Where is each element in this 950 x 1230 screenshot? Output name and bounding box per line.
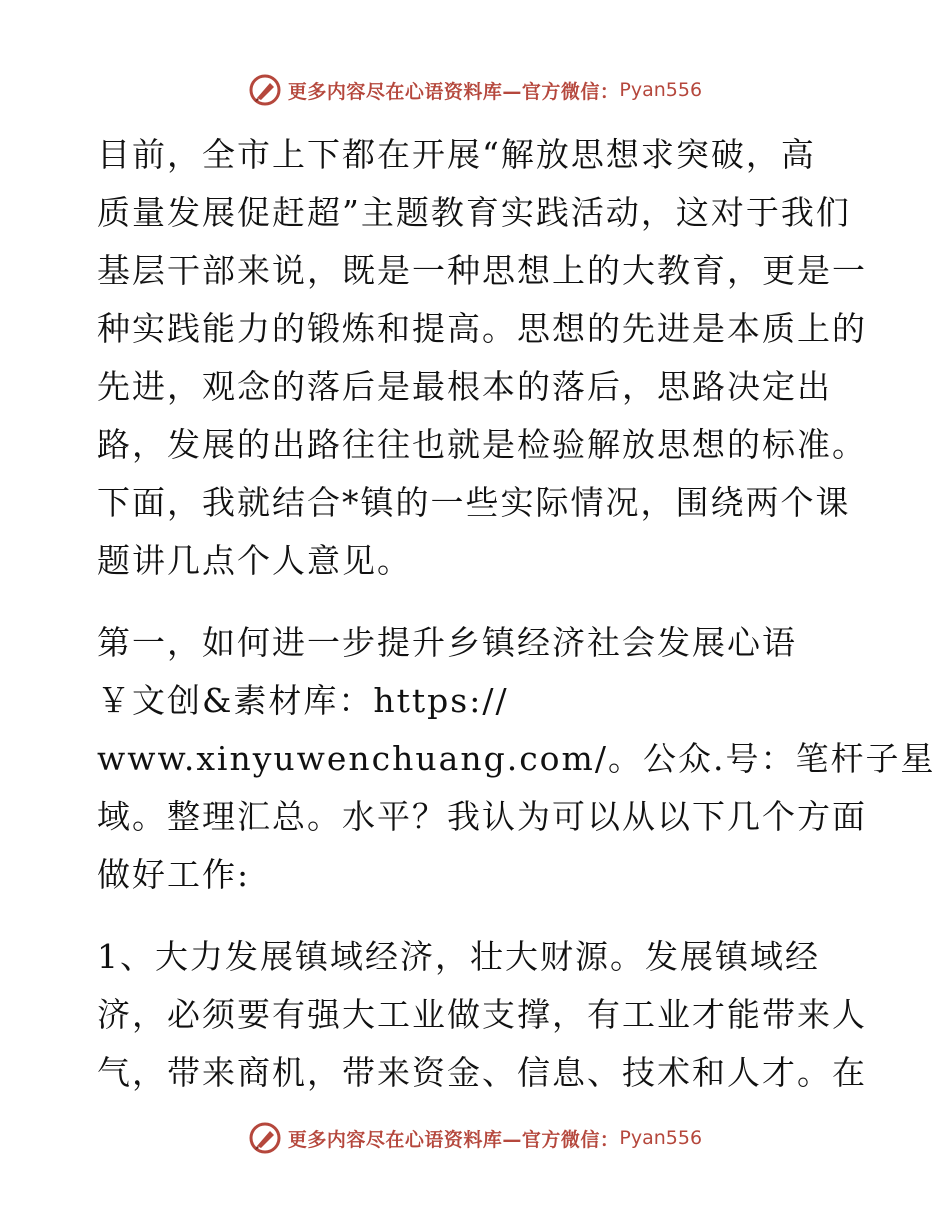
paragraph-2 [97,614,936,904]
footer-watermark-banner [0,1118,950,1158]
header-banner-text: 更多内容尽在心语资料库—官方微信： [287,80,620,103]
footer-banner-text: 更多内容尽在心语资料库—官方微信： [287,1128,620,1151]
text-line: 题讲几点个人意见。 [97,541,412,580]
paragraph-1 [97,126,867,590]
text-line: 气，带来商机，带来资金、信息、技术和人才。在 [97,1053,867,1092]
text-line: ￥文创&素材库：https:// [97,681,509,720]
text-line: 先进，观念的落后是最根本的落后，思路决定出 [97,367,832,406]
paragraph-3 [97,928,867,1102]
text-line: 基层干部来说，既是一种思想上的大教育，更是一 [97,251,867,290]
text-line: 域。整理汇总。水平？我认为可以从以下几个方面 [97,797,867,836]
paragraph-spacer [97,590,857,614]
text-line: 下面，我就结合*镇的一些实际情况，围绕两个课 [97,483,851,522]
pen-logo-icon [248,1121,282,1155]
text-line: 做好工作: [97,855,251,894]
text-line: 1、大力发展镇域经济，壮大财源。发展镇域经 [97,937,820,976]
text-line: 目前，全市上下都在开展“解放思想求突破，高 [97,135,816,174]
text-line: www.xinyuwenchuang.com/。公众.号：笔杆子星 [97,739,936,778]
text-line: 第一，如何进一步提升乡镇经济社会发展心语 [97,623,797,662]
text-line: 路，发展的出路往往也就是检验解放思想的标准。 [97,425,867,464]
footer-contact: Pyan556 [619,1127,703,1149]
text-line: 种实践能力的锻炼和提高。思想的先进是本质上的 [97,309,867,348]
header-watermark-banner [0,70,950,110]
header-contact: Pyan556 [619,79,703,101]
text-line: 质量发展促赶超”主题教育实践活动，这对于我们 [97,193,851,232]
paragraph-spacer [97,904,857,928]
text-line: 济，必须要有强大工业做支撑，有工业才能带来人 [97,995,867,1034]
pen-logo-icon [248,73,282,107]
document-body [97,126,936,1102]
